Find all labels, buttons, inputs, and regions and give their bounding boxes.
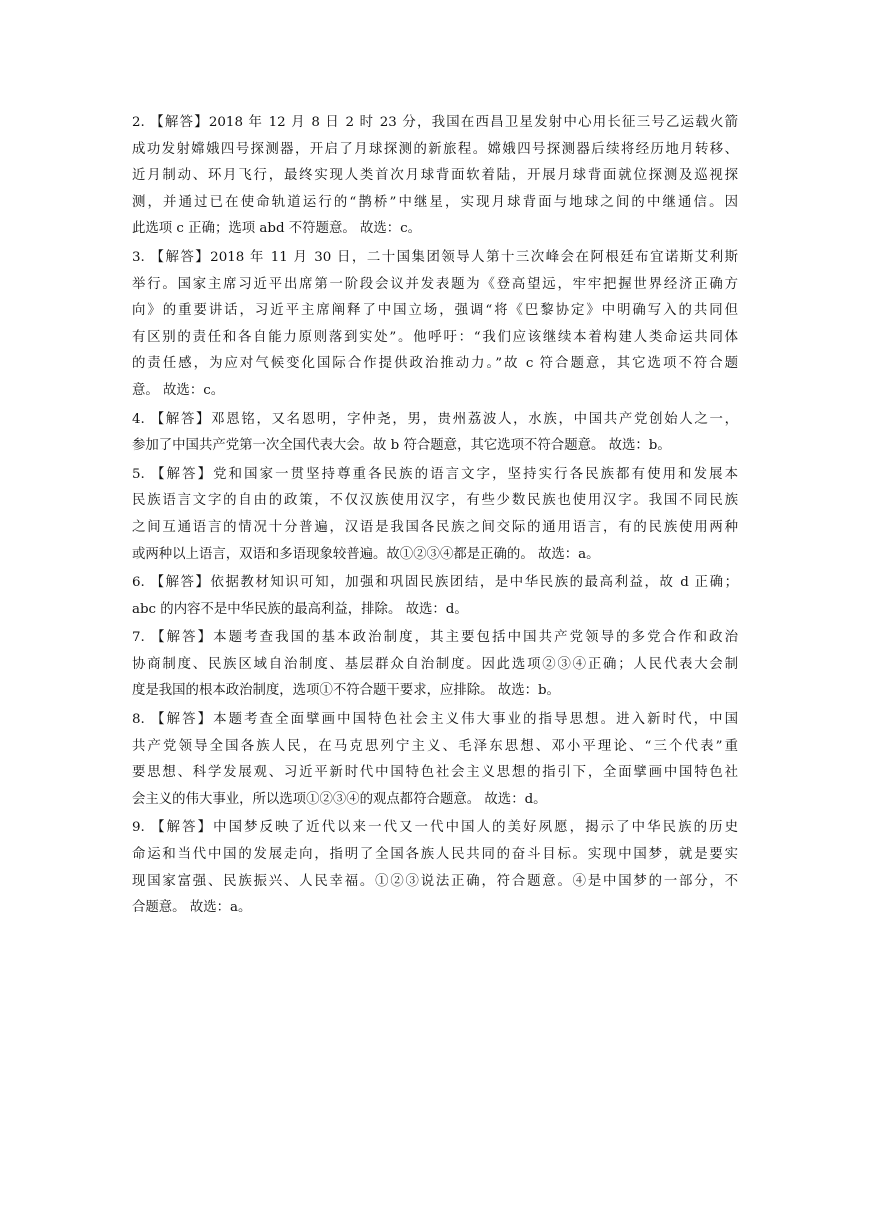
answer-line: 有区别的责任和各自能力原则落到实处”。他呼吁：“我们应该继续本着构建人类命运共同体 [132, 329, 738, 345]
answer-line: 8. 【解答】本题考查全面擘画中国特色社会主义伟大事业的指导思想。进入新时代，中国 [132, 712, 738, 728]
answer-line: 的责任感，为应对气候变化国际合作提供政治推动力。”故 c 符合题意，其它选项不符合题 [132, 356, 738, 372]
answer-item-9 [132, 815, 738, 921]
answer-line: 协商制度、民族区域自治制度、基层群众自治制度。因此选项②③④正确；人民代表大会制 [132, 656, 738, 672]
answer-line: 民族语言文字的自由的政策，不仅汉族使用汉字，有些少数民族也使用汉字。我国不同民族 [132, 493, 738, 509]
answer-line: 举行。国家主席习近平出席第一阶段会议并发表题为《登高望远，牢牢把握世界经济正确方 [132, 276, 738, 292]
answer-line: 5. 【解答】党和国家一贯坚持尊重各民族的语言文字，坚持实行各民族都有使用和发展本 [132, 466, 738, 482]
answer-line: 意。 故选：c。 [132, 382, 225, 398]
answer-line: 近月制动、环月飞行，最终实现人类首次月球背面软着陆，开展月球背面就位探测及巡视探 [132, 168, 738, 184]
answer-line: 测，并通过已在使命轨道运行的“鹊桥”中继星，实现月球背面与地球之间的中继通信。因 [132, 194, 738, 210]
answer-line: 9. 【解答】中国梦反映了近代以来一代又一代中国人的美好夙愿，揭示了中华民族的历史 [132, 820, 738, 836]
answer-line: 命运和当代中国的发展走向，指明了全国各族人民共同的奋斗目标。实现中国梦，就是要实 [132, 847, 738, 863]
answer-line: 合题意。 故选：a。 [132, 900, 252, 916]
answer-item-4 [132, 407, 738, 460]
answer-item-2 [132, 110, 738, 243]
answer-line: 参加了中国共产党第一次全国代表大会。故 b 符合题意，其它选项不符合题意。 故选：b。 [132, 438, 671, 454]
answer-line: 6. 【解答】依据教材知识可知，加强和巩固民族团结，是中华民族的最高利益，故 d 正确； [132, 575, 738, 591]
answer-line: 7. 【解答】本题考查我国的基本政治制度，其主要包括中国共产党领导的多党合作和政治 [132, 630, 738, 646]
answer-item-8 [132, 707, 738, 813]
answer-line: 成功发射嫦娥四号探测器，开启了月球探测的新旅程。嫦娥四号探测器后续将经历地月转移、 [132, 141, 738, 157]
answer-line: 共产党领导全国各族人民，在马克思列宁主义、毛泽东思想、邓小平理论、“三个代表”重 [132, 738, 738, 754]
answer-line: 现国家富强、民族振兴、人民幸福。①②③说法正确，符合题意。④是中国梦的一部分，不 [132, 873, 738, 889]
answer-item-5 [132, 462, 738, 568]
answer-line: 或两种以上语言，双语和多语现象较普遍。故①②③④都是正确的。 故选：a。 [132, 546, 600, 562]
answer-line: 3. 【解答】2018 年 11 月 30 日，二十国集团领导人第十三次峰会在阿根廷布宜诺斯艾利斯 [132, 249, 738, 265]
answer-line: abc 的内容不是中华民族的最高利益，排除。 故选：d。 [132, 601, 468, 617]
answer-item-7 [132, 625, 738, 705]
answer-line: 此选项 c 正确；选项 abd 不符题意。 故选：c。 [132, 221, 422, 237]
answer-line: 度是我国的根本政治制度，选项①不符合题干要求，应排除。 故选：b。 [132, 683, 560, 699]
answer-line: 之间互通语言的情况十分普遍，汉语是我国各民族之间交际的通用语言，有的民族使用两种 [132, 519, 738, 535]
answer-item-6 [132, 570, 738, 623]
answer-line: 4. 【解答】邓恩铭，又名恩明，字仲尧，男，贵州荔波人，水族，中国共产党创始人之一， [132, 411, 738, 427]
answer-line: 2. 【解答】2018 年 12 月 8 日 2 时 23 分，我国在西昌卫星发射中心用长征三号乙运载火箭 [132, 115, 738, 130]
answer-item-3 [132, 245, 738, 405]
answer-line: 向》的重要讲话，习近平主席阐释了中国立场，强调“将《巴黎协定》中明确写入的共同但 [132, 303, 738, 319]
answer-line: 要思想、科学发展观、习近平新时代中国特色社会主义思想的指引下，全面擘画中国特色社 [132, 765, 738, 781]
answer-list [132, 110, 738, 924]
answer-line: 会主义的伟大事业，所以选项①②③④的观点都符合题意。 故选：d。 [132, 791, 547, 807]
